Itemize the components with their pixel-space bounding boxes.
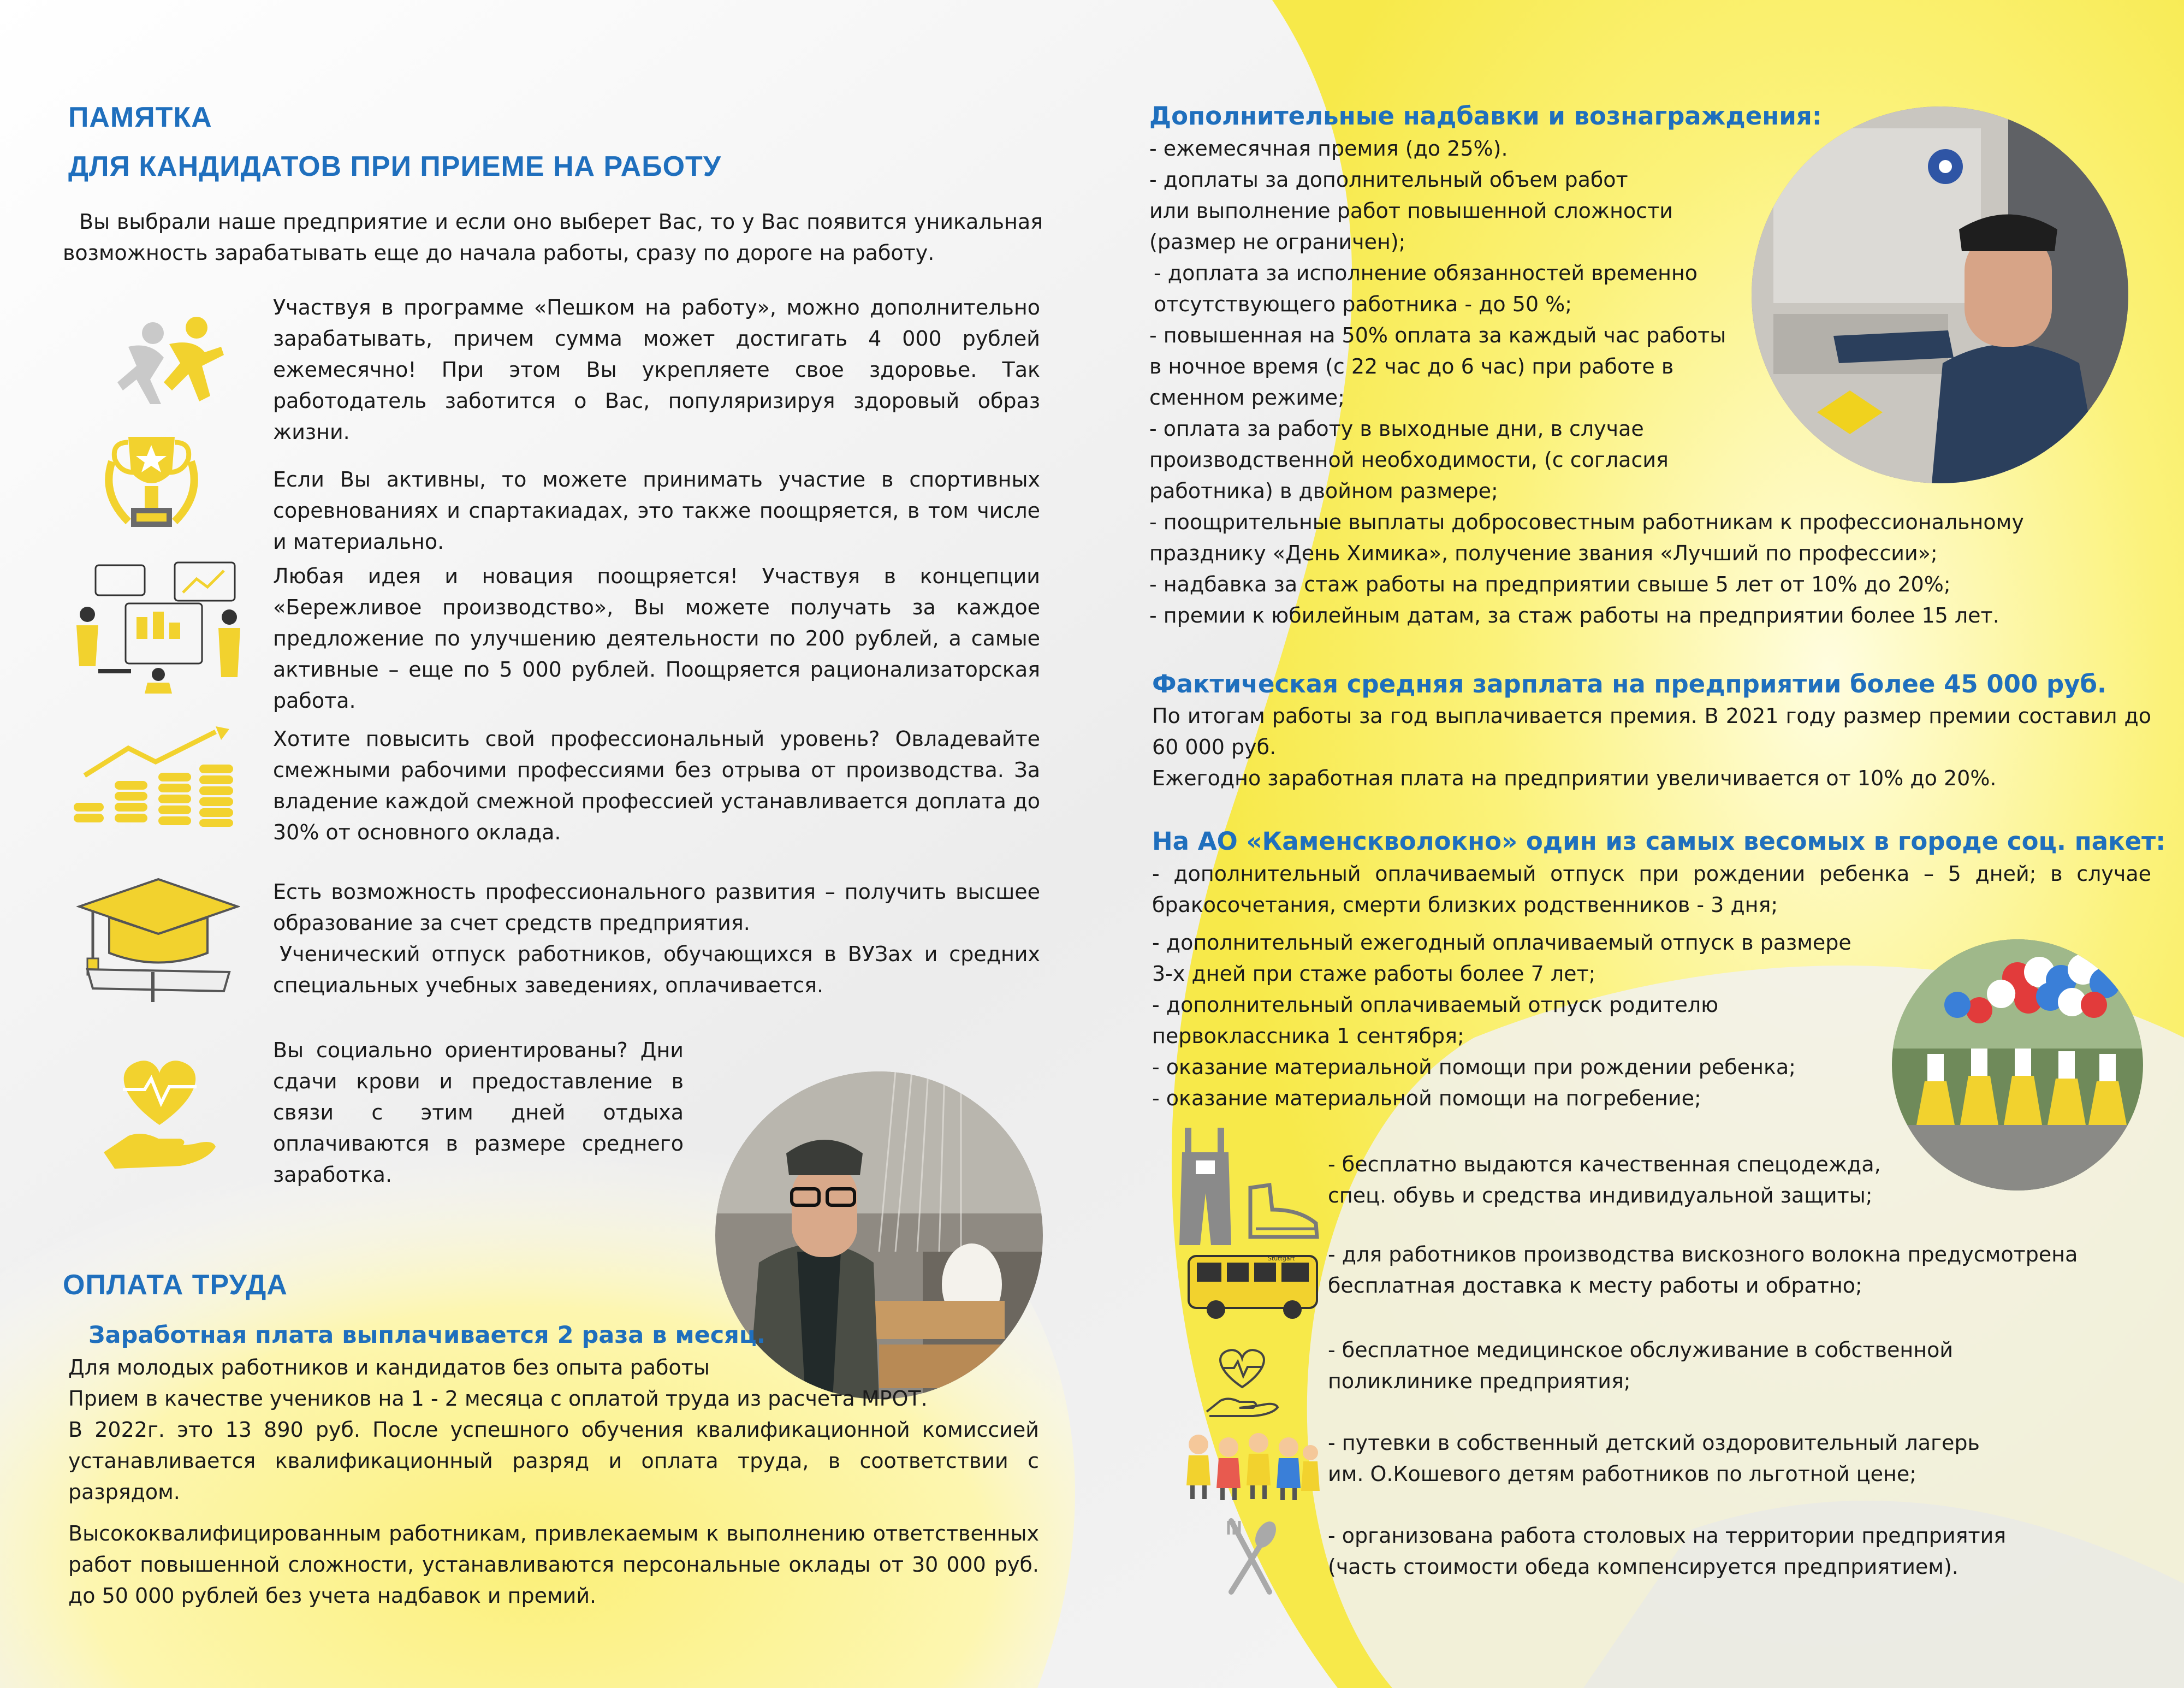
social-line: - оказание материальной помощи на погребение; xyxy=(1152,1086,1701,1110)
pay-line-1: Для молодых работников и кандидатов без опыта работы xyxy=(68,1355,710,1379)
team-ideas-icon xyxy=(66,557,251,696)
bonus-line: - повышенная на 50% оплата за каждый час работы xyxy=(1149,323,1726,347)
perk-text: спец. обувь и средства индивидуальной защиты; xyxy=(1328,1183,1873,1207)
workwear-icon xyxy=(1174,1128,1321,1245)
bus-sign-text: Stuttgart xyxy=(1268,1255,1295,1262)
coins-growth-icon xyxy=(68,726,238,827)
perk-canteen xyxy=(1328,1520,2006,1583)
idea-paragraph: Любая идея и новация поощряется! Участвуя в концепции «Бережливое производство», Вы можете получать за каждое предложение по улучшению деятельности по 200 рублей, а самые активные – еще по 5 000 рублей. Поощряется рационализаторская работа. xyxy=(273,564,1040,713)
bonus-line: - оплата за работу в выходные дни, в случае xyxy=(1149,417,1644,441)
pay-paragraph: В 2022г. это 13 890 руб. После успешного обучения квалификационной комиссией устанавливается квалификационный разряд и оплата труда, в соответствии с разрядом. xyxy=(68,1418,1039,1504)
title-line-2: ДЛЯ КАНДИДАТОВ ПРИ ПРИЕМЕ НА РАБОТУ xyxy=(68,151,722,182)
perk-text: (часть стоимости обеда компенсируется предприятием). xyxy=(1328,1555,1959,1579)
perk-camp xyxy=(1328,1428,1980,1490)
perk-text: - бесплатно выдаются качественная спецодежда, xyxy=(1328,1152,1881,1176)
perk-medical xyxy=(1328,1335,1953,1397)
salary-growth: Ежегодно заработная плата на предприятии увеличивается от 10% до 20%. xyxy=(1152,766,1997,790)
skill-paragraph: Хотите повысить свой профессиональный уровень? Овладевайте смежными рабочими профессиями без отрыва от производства. За владение каждой смежной профессией устанавливается доплата до 30% от основного оклада. xyxy=(273,727,1040,844)
perk-workwear xyxy=(1328,1149,1881,1211)
blood-paragraph: Вы социально ориентированы? Дни сдачи крови и предоставление в связи с этим дней отдыха оплачиваются в размере среднего заработка. xyxy=(273,1038,684,1187)
bus-icon xyxy=(1186,1251,1320,1322)
trophy-icon xyxy=(90,429,213,541)
title-line-1: ПАМЯТКА xyxy=(68,102,212,133)
kids-icon xyxy=(1182,1431,1321,1502)
pay-paragraph-2: Высококвалифицированным работникам, привлекаемым к выполнению ответственных работ повышенной сложности, устанавливаются персональные оклады от 30 000 руб. до 50 000 рублей без учета надбавок и премий. xyxy=(68,1521,1039,1608)
intro-paragraph: Вы выбрали наше предприятие и если оно выберет Вас, то у Вас появится уникальная возможность зарабатывать еще до начала работы, сразу по дороге на работу. xyxy=(63,210,1043,265)
bonus-line: - доплата за исполнение обязанностей временно xyxy=(1154,261,1698,285)
bonus-line: производственной необходимости, (с согласия xyxy=(1149,448,1669,472)
social-list xyxy=(1152,927,1851,1114)
pay-title: ОПЛАТА ТРУДА xyxy=(63,1269,288,1301)
bonus-line: празднику «День Химика», получение звания «Лучший по профессии»; xyxy=(1149,541,1938,565)
perk-text: - для работников производства вискозного волокна предусмотрена xyxy=(1328,1242,2078,1266)
bonus-line: - надбавка за стаж работы на предприятии свыше 5 лет от 10% до 20%; xyxy=(1149,572,1951,596)
perk-text: поликлинике предприятия; xyxy=(1328,1369,1631,1393)
heart-hand-icon xyxy=(98,1049,221,1171)
bonus-line: - доплаты за дополнительный объем работ xyxy=(1149,168,1628,192)
pay-line-2: Прием в качестве учеников на 1 - 2 месяца с оплатой труда из расчета МРОТ. xyxy=(68,1387,928,1411)
bonus-line: работника) в двойном размере; xyxy=(1149,479,1498,503)
bonus-line: сменном режиме; xyxy=(1149,386,1345,410)
perk-bus xyxy=(1328,1239,2078,1301)
social-line: первоклассника 1 сентября; xyxy=(1152,1024,1464,1048)
perk-text: им. О.Кошевого детям работников по льготной цене; xyxy=(1328,1462,1917,1486)
bonus-line: - поощрительные выплаты добросовестным работникам к профессиональному xyxy=(1149,510,2024,534)
social-line: - дополнительный ежегодный оплачиваемый отпуск в размере xyxy=(1152,931,1851,955)
fork-knife-icon xyxy=(1223,1518,1278,1595)
worker-machine-photo xyxy=(1752,106,2128,483)
social-title: На АО «Каменскволокно» один из самых весомых в городе соц. пакет: xyxy=(1152,827,2166,856)
bonus-line: (размер не ограничен); xyxy=(1149,230,1406,254)
bonus-line: в ночное время (с 22 час до 6 час) при работе в xyxy=(1149,354,1674,378)
sport-paragraph: Если Вы активны, то можете принимать участие в спортивных соревнованиях и спартакиадах, это также поощряется, в том числе и материально. xyxy=(273,467,1040,554)
education-paragraph-2: Ученический отпуск работников, обучающихся в ВУЗах и средних специальных учебных заведениях, оплачивается. xyxy=(273,942,1040,997)
pay-subtitle: Заработная плата выплачивается 2 раза в месяц. xyxy=(88,1322,766,1349)
medical-hand-icon xyxy=(1204,1346,1280,1417)
bonus-line: - премии к юбилейным датам, за стаж работы на предприятии более 15 лет. xyxy=(1149,603,1999,627)
perk-text: - организована работа столовых на территории предприятия xyxy=(1328,1524,2007,1548)
perk-text: бесплатная доставка к месту работы и обратно; xyxy=(1328,1274,1862,1298)
social-line: - дополнительный оплачиваемый отпуск родителю xyxy=(1152,993,1719,1017)
bonus-line: или выполнение работ повышенной сложности xyxy=(1149,199,1673,223)
bonus-line: отсутствующего работника - до 50 %; xyxy=(1154,292,1572,316)
social-paragraph: - дополнительный оплачиваемый отпуск при рождении ребенка – 5 дней; в случае бракосочетания, смерти близких родственников - 3 дня; xyxy=(1152,862,2151,917)
graduation-cap-icon xyxy=(76,876,240,1002)
parade-photo xyxy=(1892,939,2143,1191)
walk-paragraph: Участвуя в программе «Пешком на работу», можно дополнительно зарабатывать, причем сумма может достигать 4 000 рублей ежемесячно! При этом Вы укрепляете свое здоровье. Так работодатель заботится о Вас, популяризируя здоровый образ жизни. xyxy=(273,295,1040,444)
perk-text: - путевки в собственный детский оздоровительный лагерь xyxy=(1328,1431,1980,1455)
bonus-line: - ежемесячная премия (до 25%). xyxy=(1149,137,1508,161)
salary-title: Фактическая средняя зарплата на предприятии более 45 000 руб. xyxy=(1152,670,2107,698)
social-line: 3-х дней при стаже работы более 7 лет; xyxy=(1152,962,1596,986)
perk-text: - бесплатное медицинское обслуживание в собственной xyxy=(1328,1338,1954,1362)
walking-people-icon xyxy=(112,314,227,407)
bonus-title: Дополнительные надбавки и вознаграждения: xyxy=(1149,102,1822,131)
social-line: - оказание материальной помощи при рождении ребенка; xyxy=(1152,1055,1796,1079)
salary-paragraph: По итогам работы за год выплачивается премия. В 2021 году размер премии составил до 60 000 руб. xyxy=(1152,704,2151,759)
education-paragraph-1: Есть возможность профессионального развития – получить высшее образование за счет средств предприятия. xyxy=(273,880,1040,935)
